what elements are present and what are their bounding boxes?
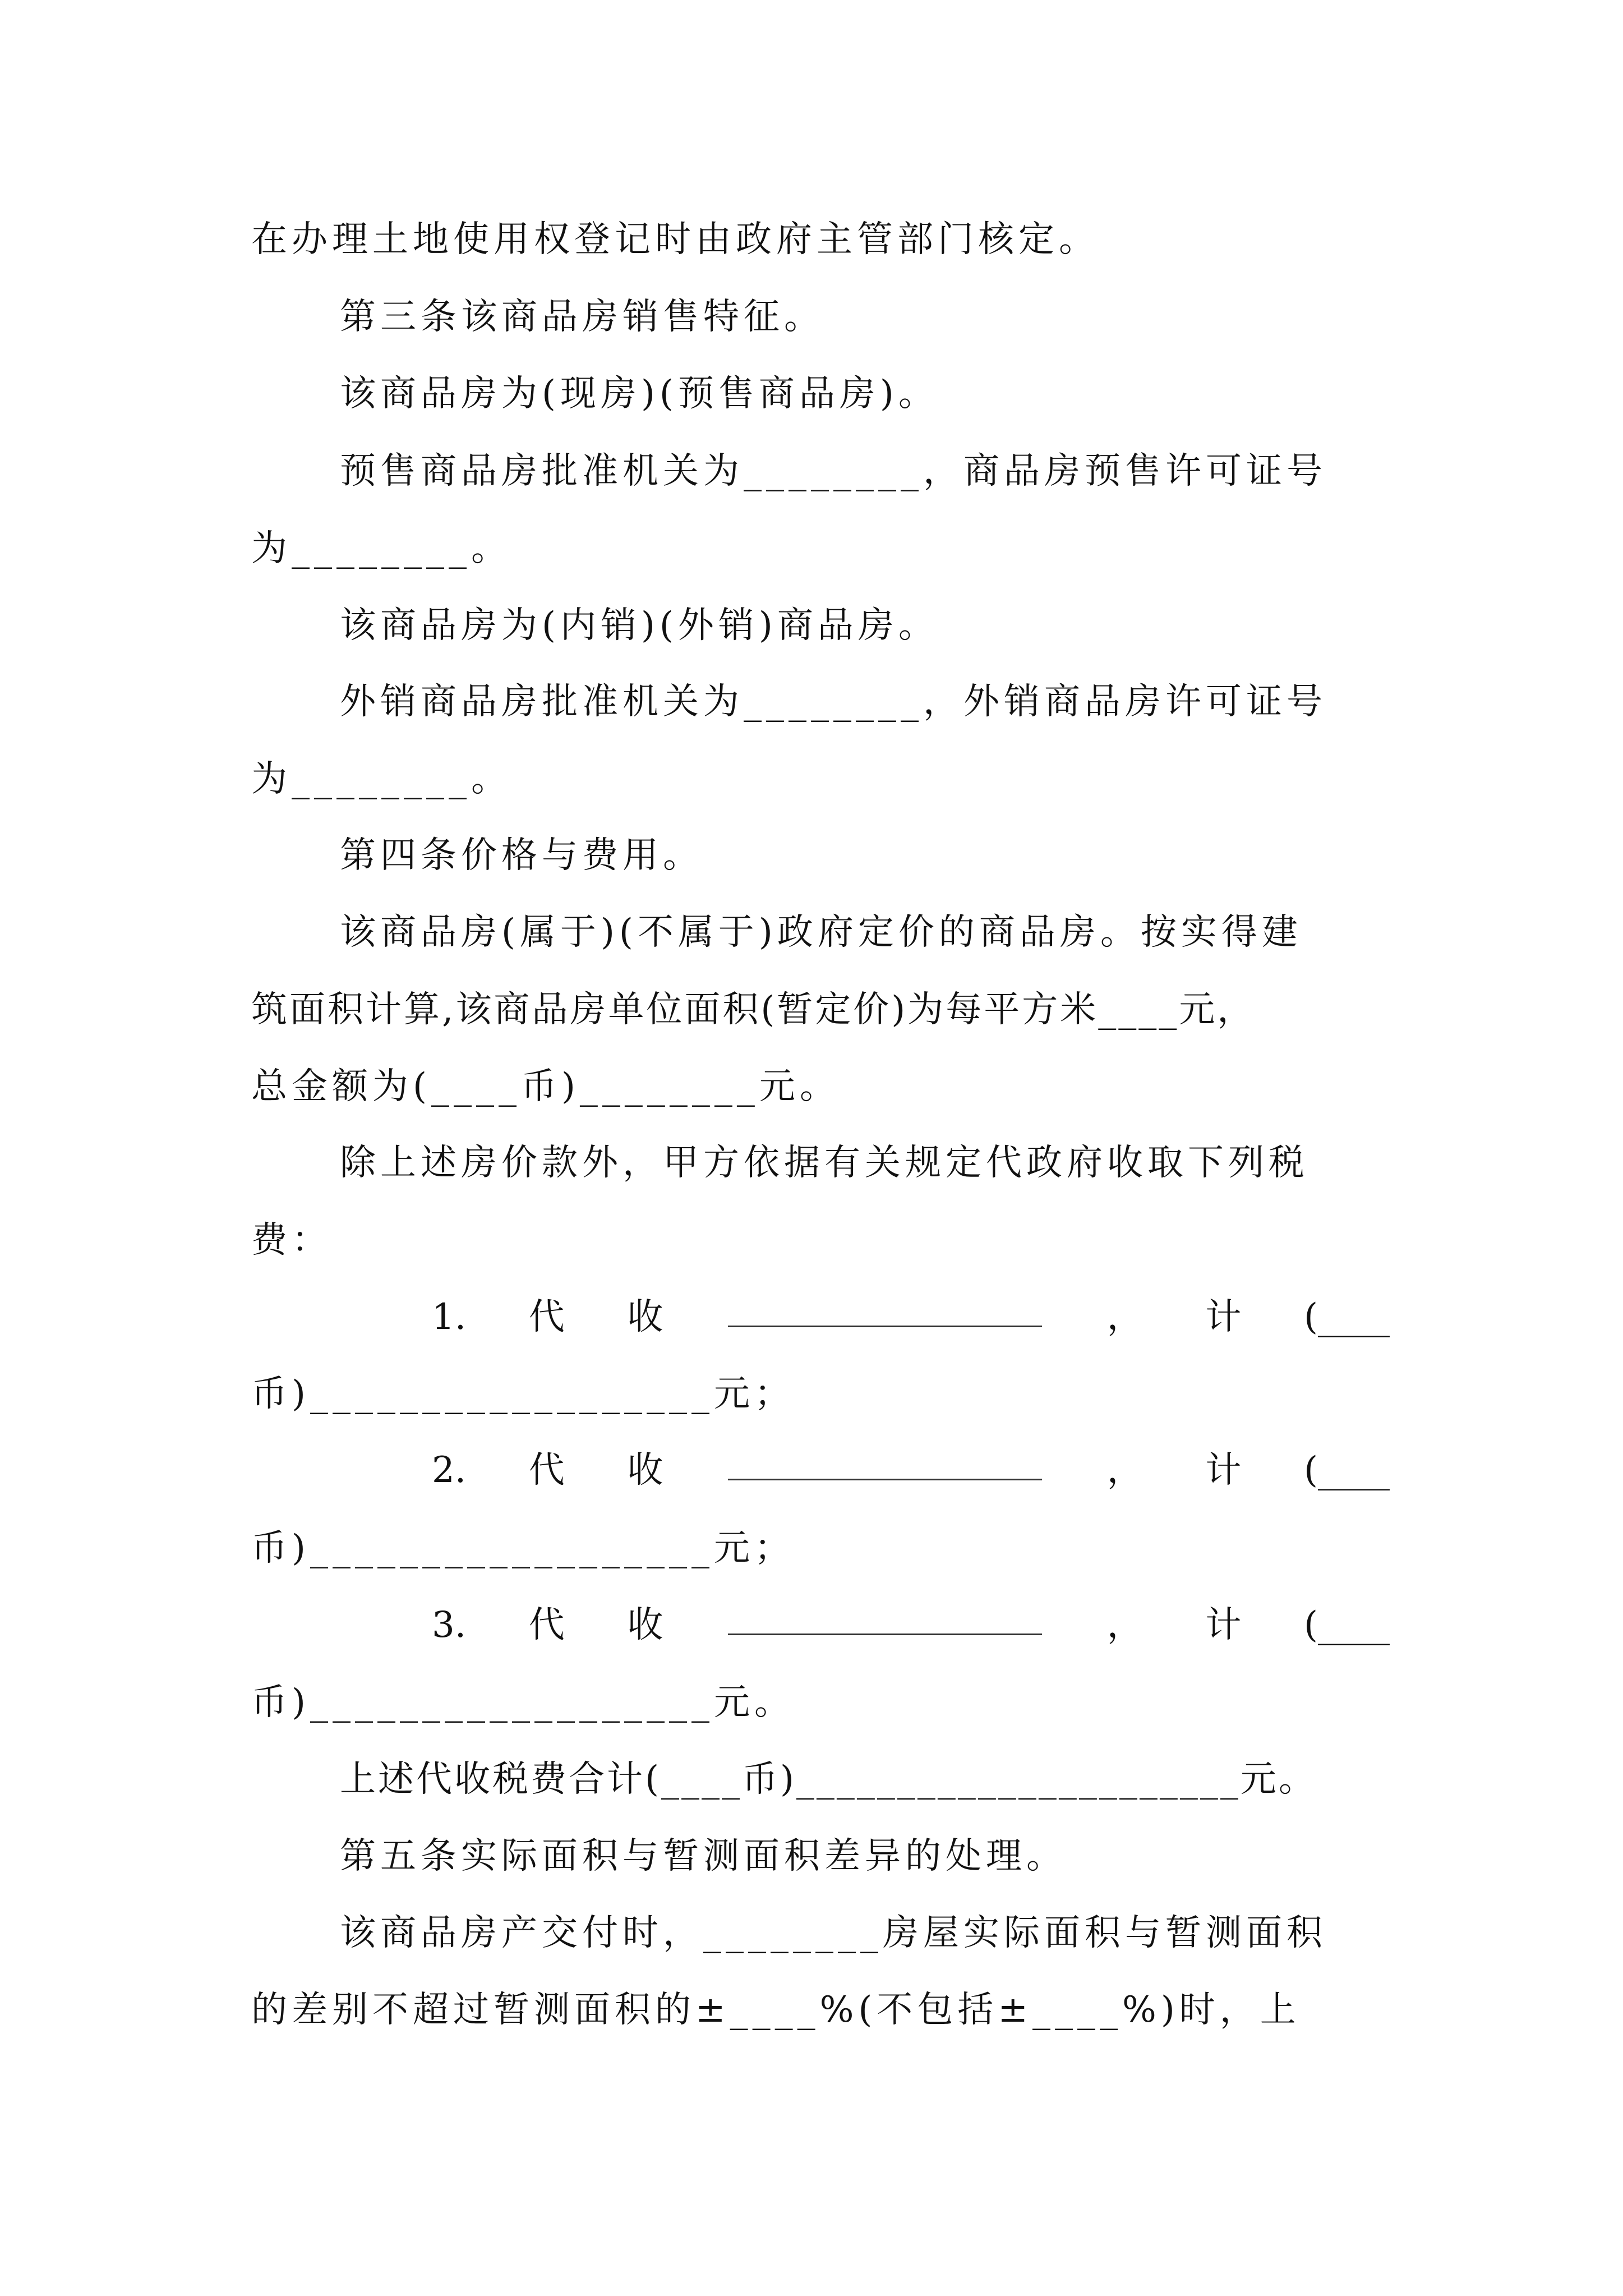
- article-heading: 第三条该商品房销售特征。: [340, 296, 824, 338]
- text-line: 币)__________________元；: [251, 1373, 795, 1415]
- item-comma: ，: [1106, 1450, 1143, 1491]
- text-line: 该商品房(属于)(不属于)政府定价的商品房。按实得建: [340, 912, 1302, 953]
- item-number: 3.: [432, 1604, 467, 1646]
- item-number: 1.: [432, 1296, 467, 1338]
- text-line: 在办理土地使用权登记时由政府主管部门核定。: [251, 219, 1099, 260]
- tax-item-3: [432, 1594, 1390, 1656]
- article-heading: 第四条价格与费用。: [340, 835, 703, 876]
- blank-underline: [728, 1594, 1042, 1635]
- item-comma: ，: [1106, 1604, 1143, 1646]
- item-word: 计: [1205, 1604, 1242, 1646]
- text-line: 的差别不超过暂测面积的±____%(不包括±____%)时，上: [251, 1989, 1301, 2031]
- text-line: 外销商品房批准机关为________，外销商品房许可证号: [340, 681, 1327, 723]
- text-line: 该商品房产交付时，________房屋实际面积与暂测面积: [340, 1912, 1327, 1954]
- item-word: 收: [627, 1296, 663, 1338]
- item-word: 代: [528, 1296, 565, 1338]
- item-word: 收: [627, 1604, 663, 1646]
- text-line: 为________。: [251, 528, 511, 569]
- item-word: 收: [627, 1450, 663, 1491]
- item-paren: (____: [1304, 1604, 1390, 1646]
- item-word: 代: [528, 1450, 565, 1491]
- text-line: 为________。: [251, 758, 511, 800]
- article-heading: 第五条实际面积与暂测面积差异的处理。: [340, 1835, 1067, 1877]
- item-paren: (____: [1304, 1450, 1390, 1491]
- text-line: 筑面积计算,该商品房单位面积(暂定价)为每平方米____元，: [251, 989, 1256, 1030]
- text-line: 上述代收税费合计(____币)______________________元。: [340, 1759, 1317, 1800]
- item-word: 计: [1205, 1296, 1242, 1338]
- blank-underline: [728, 1439, 1042, 1480]
- tax-item-1: [432, 1286, 1390, 1348]
- item-paren: (____: [1304, 1296, 1390, 1338]
- item-word: 代: [528, 1604, 565, 1646]
- blank-underline: [728, 1286, 1042, 1327]
- text-line: 该商品房为(内销)(外销)商品房。: [340, 605, 939, 646]
- item-comma: ，: [1106, 1296, 1143, 1338]
- text-line: 费：: [251, 1220, 332, 1261]
- tax-item-2: [432, 1439, 1390, 1501]
- text-line: 币)__________________元；: [251, 1527, 795, 1569]
- text-line: 该商品房为(现房)(预售商品房)。: [340, 373, 939, 415]
- text-line: 总金额为(____币)________元。: [251, 1066, 840, 1107]
- text-line: 预售商品房批准机关为________，商品房预售许可证号: [340, 450, 1327, 492]
- text-line: 币)__________________元。: [251, 1682, 795, 1723]
- text-line: 除上述房价款外，甲方依据有关规定代政府收取下列税: [340, 1142, 1309, 1184]
- item-word: 计: [1205, 1450, 1242, 1491]
- item-number: 2.: [432, 1450, 467, 1491]
